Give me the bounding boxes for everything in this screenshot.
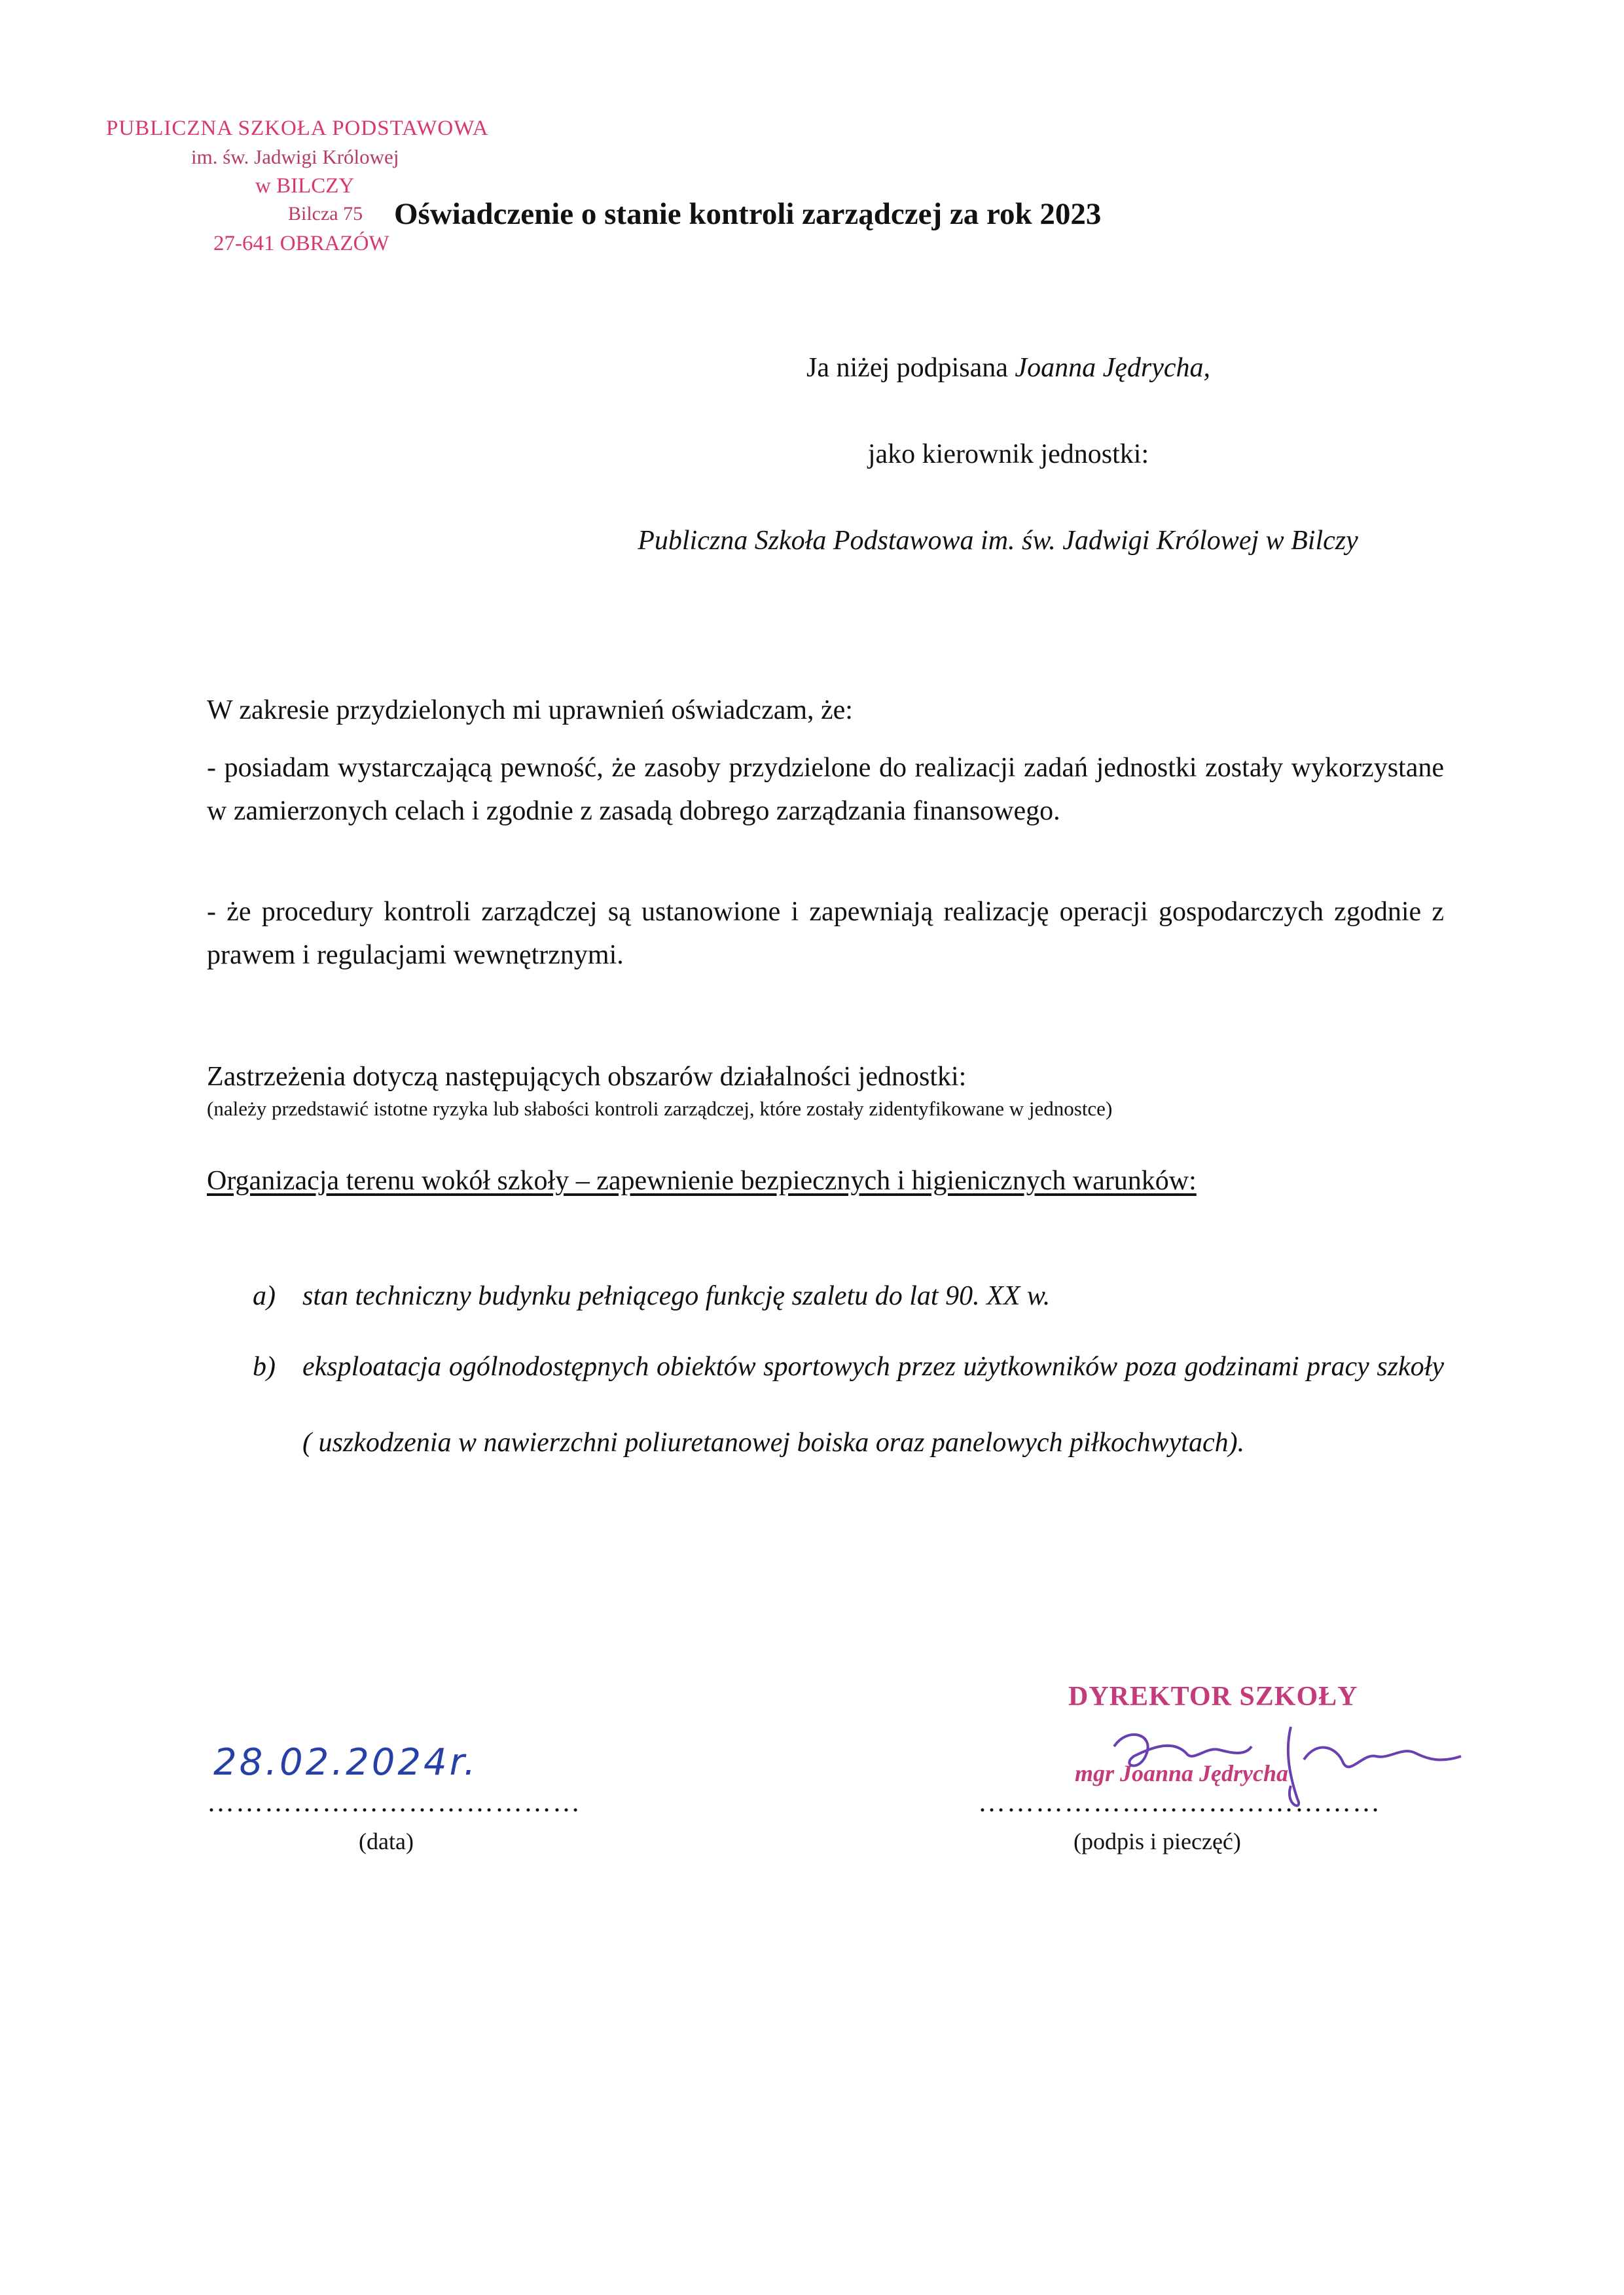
stamp-line: PUBLICZNA SZKOŁA PODSTAWOWA: [106, 117, 489, 140]
item-text: stan techniczny budynku pełniącego funkcję szaletu do lat 90. XX w.: [302, 1281, 1051, 1311]
stamp-line: im. św. Jadwigi Królowej: [191, 145, 399, 168]
statement-2: - że procedury kontroli zarządczej są ustanowione i zapewniają realizację operacji gospodarczych zgodnie z prawem i regulacjami wewnętrznymi.: [207, 897, 1444, 970]
stamp-title: DYREKTOR SZKOŁY: [1068, 1682, 1358, 1712]
reservations-note: (należy przedstawić istotne ryzyka lub słabości kontroli zarządczej, które zostały zidentyfikowane w jednostce): [207, 1097, 1113, 1120]
statement-intro: W zakresie przydzielonych mi uprawnień oświadczam, że:: [207, 695, 853, 725]
item-label: a): [253, 1281, 276, 1311]
item-text: eksploatacja ogólnodostępnych obiektów sportowych przez użytkowników poza godzinami pracy szkoły ( uszkodzenia w nawierzchni poliuretanowej boiska oraz panelowych piłkochwytach).: [302, 1352, 1444, 1458]
signer-prefix: Ja niżej podpisana: [806, 353, 1015, 383]
role-line: jako kierownik jednostki:: [867, 439, 1149, 469]
unit-name: Publiczna Szkoła Podstawowa im. św. Jadwigi Królowej w Bilczy: [638, 526, 1358, 556]
handwritten-date: 28.02.2024r.: [213, 1741, 478, 1784]
date-label: (data): [359, 1828, 414, 1854]
item-label: b): [253, 1352, 276, 1382]
stamp-line: Bilcza 75: [288, 203, 363, 225]
signer-name: Joanna Jędrycha,: [1015, 353, 1210, 383]
reservations-heading: Zastrzeżenia dotyczą następujących obszarów działalności jednostki:: [207, 1062, 967, 1092]
stamp-line: w BILCZY: [255, 174, 355, 198]
signature-dotted-line: ……………………………………: [978, 1788, 1381, 1818]
stamp-line: 27-641 OBRAZÓW: [213, 232, 389, 255]
statement-1: - posiadam wystarczającą pewność, że zasoby przydzielone do realizacji zadań jednostki zostały wykorzystane w zamierzonych celach i zgodnie z zasadą dobrego zarządzania finansowego.: [207, 753, 1444, 826]
signature-label: (podpis i pieczęć): [1074, 1828, 1241, 1854]
signer-line: [196, 352, 1624, 384]
stamp-name: mgr Joanna Jędrycha: [1075, 1760, 1289, 1786]
date-dotted-line: …………………………………: [207, 1788, 581, 1818]
document-title: Oświadczenie o stanie kontroli zarządczej za rok 2023: [394, 197, 1102, 231]
area-heading: Organizacja terenu wokół szkoły – zapewnienie bezpiecznych i higienicznych warunków:: [207, 1166, 1197, 1196]
